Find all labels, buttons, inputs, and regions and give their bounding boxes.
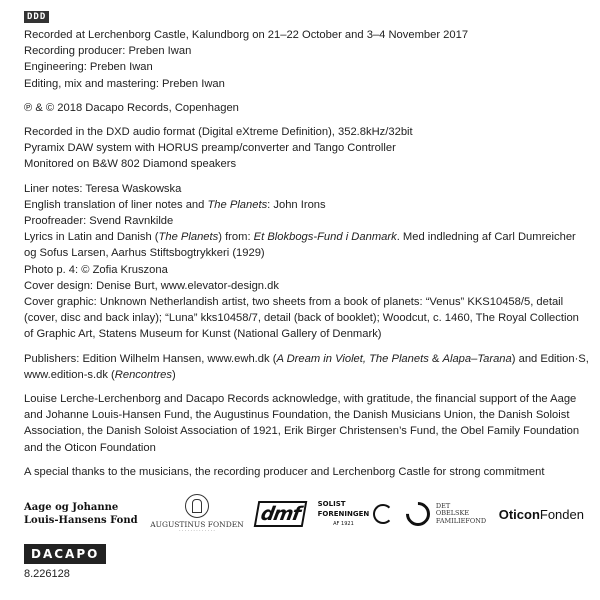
obel-logo-line-2: OBELSKE bbox=[435, 509, 470, 518]
oticon-logo-bold: Oticon bbox=[498, 506, 540, 522]
oticon-logo-text: Fonden bbox=[539, 506, 584, 522]
augustinus-logo-small: · · · · · · · · · · · · · bbox=[179, 529, 215, 535]
publishers-works-a: A Dream in Violet, The Planets bbox=[276, 352, 429, 365]
format-info bbox=[24, 124, 590, 173]
obel-logo-line-1: DET bbox=[435, 501, 451, 510]
ddd-badge: DDD bbox=[24, 11, 49, 23]
format-line-1: Recorded in the DXD audio format (Digital eXtreme Definition), 352.8kHz/32bit bbox=[24, 126, 413, 139]
lyrics-title: The Planets bbox=[158, 231, 219, 244]
solist-logo-line-1: SOLIST bbox=[317, 500, 346, 509]
thanks-text: A special thanks to the musicians, the recording producer and Lerchenborg Castle for strong commitment bbox=[24, 465, 545, 478]
recording-location: Recorded at Lerchenborg Castle, Kalundborg on 21–22 October and 3–4 November 2017 bbox=[24, 29, 469, 41]
recording-producer: Recording producer: Preben Iwan bbox=[24, 45, 192, 58]
publishers-text-e: ) and Edition·S, www.edition-s.dk ( bbox=[24, 352, 589, 381]
publishers-text-g: ) bbox=[172, 368, 176, 381]
aage-logo-line-2: Louis-Hansens Fond bbox=[24, 515, 138, 527]
thanks-block bbox=[24, 464, 590, 480]
obel-logo-line-3: FAMILIEFOND bbox=[435, 516, 487, 525]
translation-translator: : John Irons bbox=[267, 198, 326, 211]
augustinus-logo-text: AUGUSTINUS FONDEN bbox=[150, 520, 244, 530]
solist-logo-text bbox=[318, 499, 370, 529]
engineering: Engineering: Preben Iwan bbox=[24, 61, 153, 74]
lyrics-source: Et Blokbogs-Fund i Danmark bbox=[253, 231, 397, 244]
publishers-line bbox=[24, 351, 590, 383]
translation bbox=[24, 197, 590, 213]
dacapo-logo: DACAPO bbox=[24, 544, 106, 564]
credits-page bbox=[24, 6, 590, 580]
photo-credit: Photo p. 4: © Zofia Kruszona bbox=[24, 263, 168, 276]
lyrics-text-c: ) from: bbox=[218, 231, 254, 244]
liner-notes: Liner notes: Teresa Waskowska bbox=[24, 182, 182, 195]
oticon-fonden-logo bbox=[499, 507, 584, 522]
catalog-number: 8.226128 bbox=[24, 568, 70, 581]
copyright-block bbox=[24, 100, 590, 116]
publishers-works-c: Rencontres bbox=[114, 368, 172, 381]
translation-text: English translation of liner notes and bbox=[24, 198, 208, 211]
credits-block bbox=[24, 181, 590, 343]
copyright-line: ℗ & © 2018 Dacapo Records, Copenhagen bbox=[24, 101, 239, 114]
publishers-text-c: & bbox=[428, 352, 443, 365]
format-line-3: Monitored on B&W 802 Diamond speakers bbox=[24, 158, 237, 171]
sponsor-logos bbox=[24, 494, 584, 534]
obel-emblem-icon bbox=[401, 497, 435, 531]
solistforeningen-logo bbox=[318, 499, 394, 529]
lyrics bbox=[24, 229, 590, 261]
editing: Editing, mix and mastering: Preben Iwan bbox=[24, 77, 225, 90]
publishers-text-a: Publishers: Edition Wilhelm Hansen, www.ewh.dk ( bbox=[24, 352, 277, 365]
aage-johanne-logo bbox=[24, 501, 138, 527]
solist-logo-line-2: FORENINGEN bbox=[317, 510, 370, 519]
cover-graphic: Cover graphic: Unknown Netherlandish artist, two sheets from a book of planets: “Venus” KKS10458/5, detail (cover, disc and back inlay); “Luna” kks10458/7, detail (back of booklet); Woodcut, c. 1460, The Royal Collection of Graphic Art, Statens Museum for Kunst (National Gallery of Denmark) bbox=[24, 296, 579, 341]
proofreader: Proofreader: Svend Ravnkilde bbox=[24, 215, 174, 228]
publishers-works-b: Alapa–Tarana bbox=[442, 352, 512, 365]
cover-design: Cover design: Denise Burt, www.elevator-design.dk bbox=[24, 279, 279, 292]
lyrics-text-e: . Med indledning af Carl Dumreicher og Sofus Larsen, Aarhus Stiftsbogtrykkeri (1929) bbox=[24, 231, 576, 260]
lyrics-text-a: Lyrics in Latin and Danish ( bbox=[24, 231, 159, 244]
translation-title: The Planets bbox=[207, 198, 268, 211]
publishers-block bbox=[24, 351, 590, 383]
augustinus-emblem-icon bbox=[185, 494, 209, 518]
acknowledgement-block bbox=[24, 391, 590, 456]
aage-logo-line-1: Aage og Johanne bbox=[24, 502, 119, 514]
dmf-logo: dmf bbox=[254, 501, 307, 527]
obel-fond-logo bbox=[406, 502, 486, 526]
acknowledgement-text: Louise Lerche-Lerchenborg and Dacapo Records acknowledge, with gratitude, the financial support of the Aage and Johanne Louis-Hansen Fund, the Augustinus Foundation, the Danish Musicians Union, the Danish Soloist Association, the Danish Soloist Association of 1921, Erik Birger Christensen’s Fund, the Obel Family Foundation and the Oticon Foundation bbox=[24, 393, 580, 454]
solist-emblem-icon bbox=[373, 504, 393, 524]
recording-info bbox=[24, 27, 590, 92]
solist-logo-line-3: AF 1921 bbox=[333, 521, 354, 528]
obel-logo-text bbox=[436, 503, 486, 526]
format-line-2: Pyramix DAW system with HORUS preamp/converter and Tango Controller bbox=[24, 142, 396, 155]
augustinus-logo bbox=[150, 494, 244, 534]
